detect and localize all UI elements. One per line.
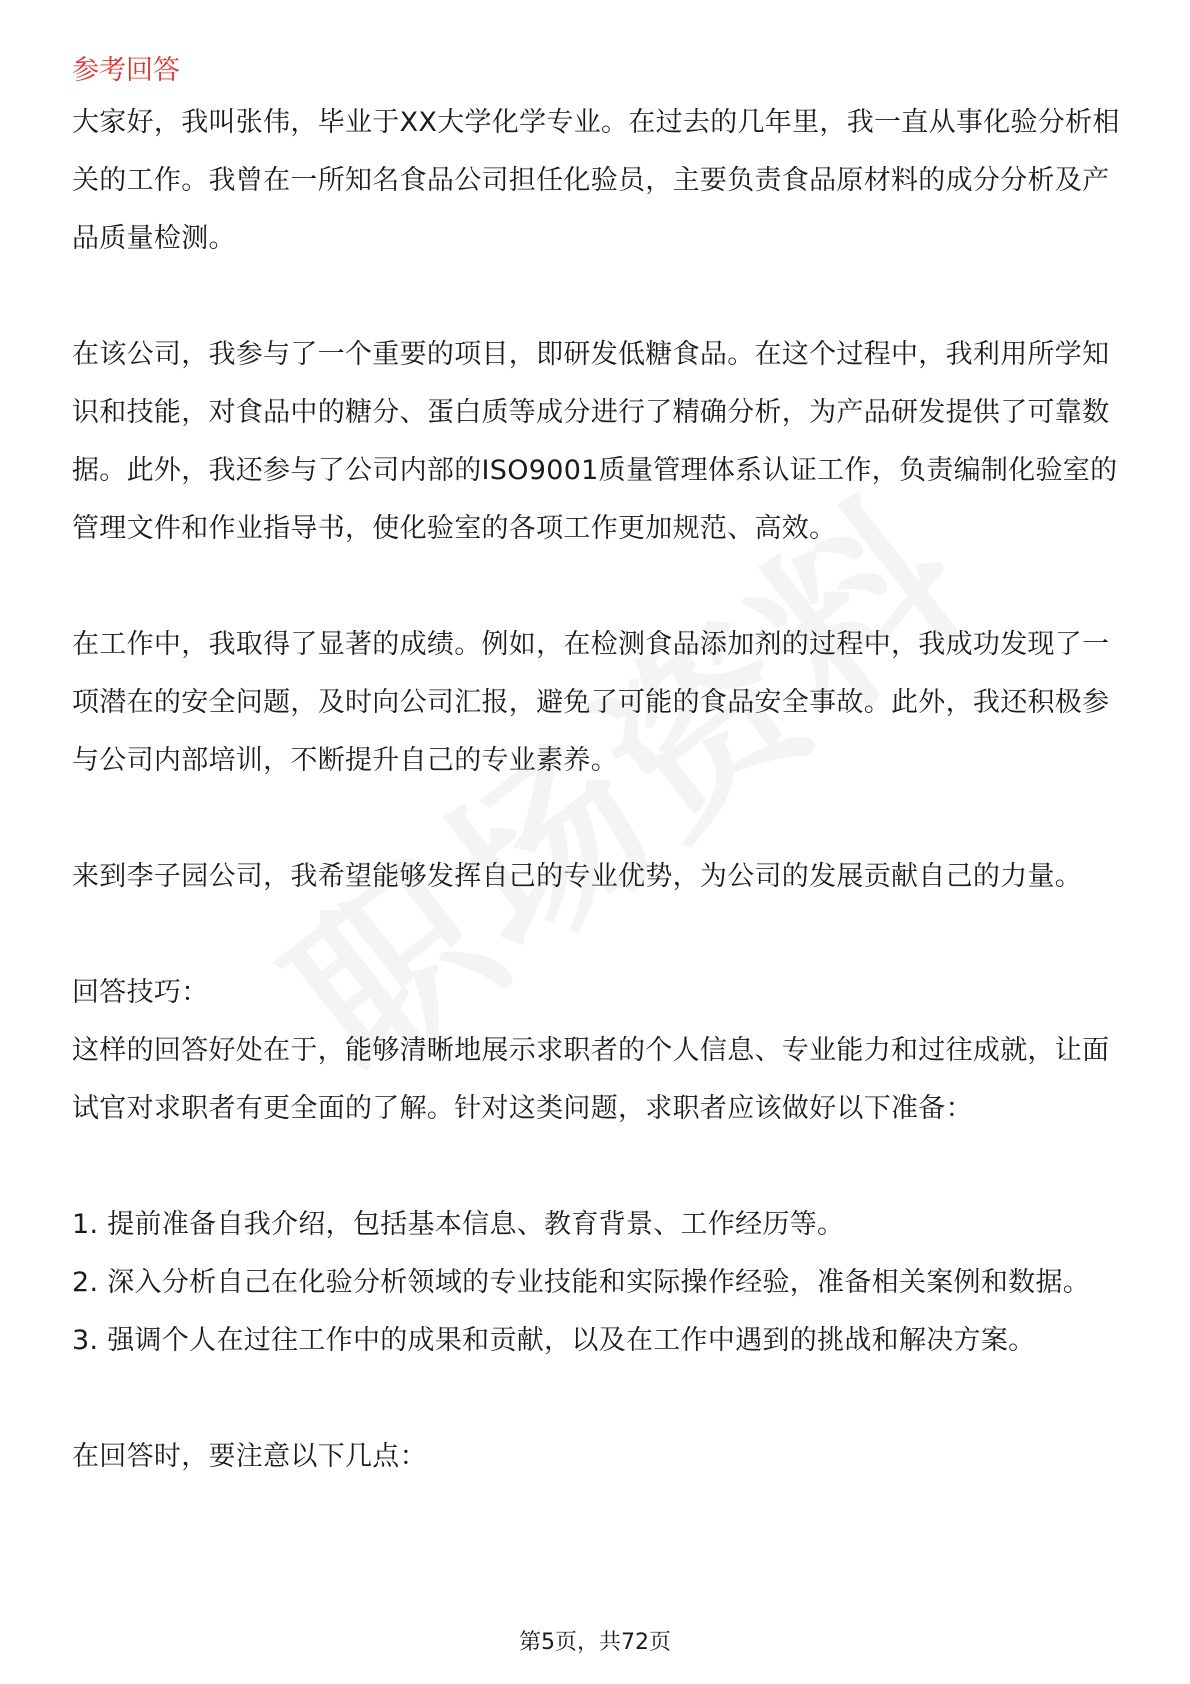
paragraph-intro: 大家好，我叫张伟，毕业于XX大学化学专业。在过去的几年里，我一直从事化验分析相关的工作。我曾在一所知名食品公司担任化验员，主要负责食品原材料的成分分析及产品质量检测。	[72, 107, 1120, 254]
tips-label: 回答技巧：	[72, 977, 209, 1008]
list-item-2: 2. 深入分析自己在化验分析领域的专业技能和实际操作经验，准备相关案例和数据。	[72, 1267, 1091, 1298]
paragraph-gap	[72, 790, 1122, 848]
list-item-1: 1. 提前准备自我介绍，包括基本信息、教育背景、工作经历等。	[72, 1209, 845, 1240]
paragraph-project: 在该公司，我参与了一个重要的项目，即研发低糖食品。在这个过程中，我利用所学知识和技能，对食品中的糖分、蛋白质等成分进行了精确分析，为产品研发提供了可靠数据。此外，我还参与了公司内部的ISO9001质量管理体系认证工作，负责编制化验室的管理文件和作业指导书，使化验室的各项工作更加规范、高效。	[72, 339, 1118, 544]
paragraph-gap	[72, 906, 1122, 964]
paragraph-achievement: 在工作中，我取得了显著的成绩。例如，在检测食品添加剂的过程中，我成功发现了一项潜在的安全问题，及时向公司汇报，避免了可能的食品安全事故。此外，我还积极参与公司内部培训，不断提升自己的专业素养。	[72, 629, 1110, 776]
section-title: 参考回答	[72, 55, 180, 86]
paragraph-goal: 来到李子园公司，我希望能够发挥自己的专业优势，为公司的发展贡献自己的力量。	[72, 861, 1083, 892]
document-body	[72, 48, 1122, 1486]
paragraph-tips: 这样的回答好处在于，能够清晰地展示求职者的个人信息、专业能力和过往成就，让面试官对求职者有更全面的了解。针对这类问题，求职者应该做好以下准备：	[72, 1035, 1110, 1124]
list-item-3: 3. 强调个人在过往工作中的成果和贡献，以及在工作中遇到的挑战和解决方案。	[72, 1325, 1036, 1356]
paragraph-gap	[72, 268, 1122, 326]
paragraph-gap	[72, 558, 1122, 616]
paragraph-gap	[72, 1138, 1122, 1196]
notes-label: 在回答时，要注意以下几点：	[72, 1441, 427, 1472]
paragraph-gap	[72, 1370, 1122, 1428]
page-number: 第5页，共72页	[519, 1630, 671, 1655]
